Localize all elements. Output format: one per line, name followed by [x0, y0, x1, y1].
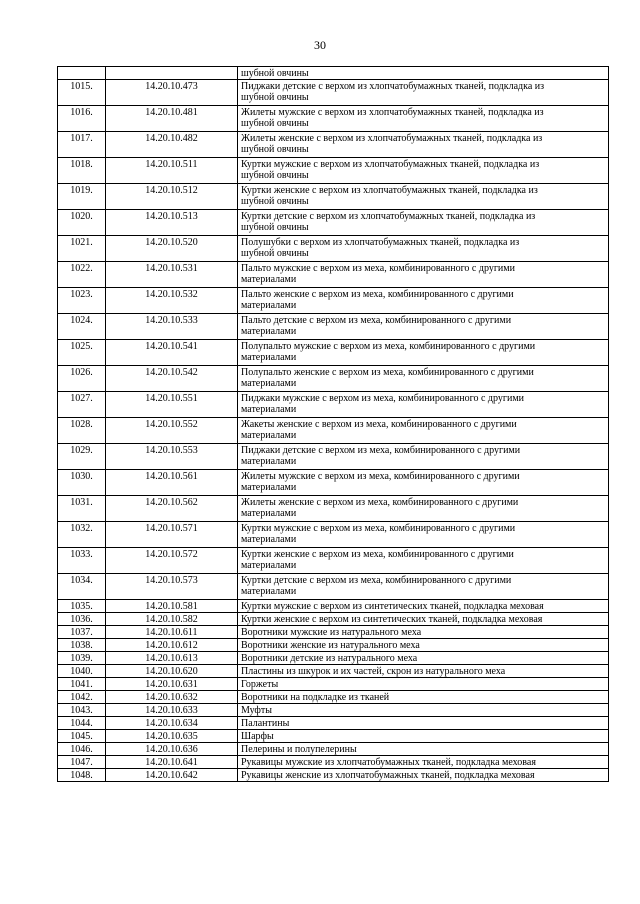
row-code-cell: 14.20.10.533: [106, 314, 238, 340]
row-number-cell: 1039.: [58, 652, 106, 665]
table-row: [58, 678, 609, 691]
row-number-cell: 1032.: [58, 522, 106, 548]
row-description-cell: [238, 756, 609, 769]
description-line: Пальто мужские с верхом из меха, комбинированного с другими: [241, 263, 515, 274]
description-line: Куртки женские с верхом из хлопчатобумажных тканей, подкладка из: [241, 185, 538, 196]
description-line: Куртки мужские с верхом из хлопчатобумажных тканей, подкладка из: [241, 159, 540, 170]
description-line: Воротники детские из натурального меха: [241, 653, 418, 664]
table-body: [58, 67, 609, 782]
row-code-cell: 14.20.10.513: [106, 210, 238, 236]
row-code-cell: 14.20.10.620: [106, 665, 238, 678]
table-row: [58, 340, 609, 366]
row-code-cell: 14.20.10.562: [106, 496, 238, 522]
row-description-cell: [238, 158, 609, 184]
row-description-cell: [238, 691, 609, 704]
description-line: Жакеты женские с верхом из меха, комбинированного с другими: [241, 419, 517, 430]
row-code-cell: 14.20.10.541: [106, 340, 238, 366]
description-line: материалами: [241, 404, 297, 415]
description-line: Воротники женские из натурального меха: [241, 640, 420, 651]
table-row: [58, 314, 609, 340]
row-description-cell: [238, 236, 609, 262]
description-line: Горжеты: [241, 679, 279, 690]
row-description-cell: [238, 470, 609, 496]
row-code-cell: 14.20.10.581: [106, 600, 238, 613]
table-row: [58, 210, 609, 236]
description-line: материалами: [241, 508, 297, 519]
description-line: материалами: [241, 560, 297, 571]
description-line: Рукавицы мужские из хлопчатобумажных тканей, подкладка меховая: [241, 757, 536, 768]
row-description-cell: [238, 743, 609, 756]
table-row: [58, 418, 609, 444]
description-line: Куртки женские с верхом из меха, комбинированного с другими: [241, 549, 514, 560]
row-description-cell: [238, 626, 609, 639]
description-line: шубной овчины: [241, 170, 309, 181]
row-description-cell: [238, 548, 609, 574]
row-number-cell: 1048.: [58, 769, 106, 782]
row-description-cell: [238, 678, 609, 691]
row-description-cell: [238, 613, 609, 626]
row-number-cell: 1041.: [58, 678, 106, 691]
row-description-cell: [238, 652, 609, 665]
description-line: Пальто детские с верхом из меха, комбинированного с другими: [241, 315, 512, 326]
description-line: Полушубки с верхом из хлопчатобумажных тканей, подкладка из: [241, 237, 520, 248]
row-number-cell: 1038.: [58, 639, 106, 652]
row-number-cell: 1022.: [58, 262, 106, 288]
description-line: Куртки детские с верхом из меха, комбинированного с другими: [241, 575, 512, 586]
row-code-cell: 14.20.10.531: [106, 262, 238, 288]
description-line: шубной овчины: [241, 222, 309, 233]
row-number-cell: 1043.: [58, 704, 106, 717]
description-line: Куртки мужские с верхом из меха, комбинированного с другими: [241, 523, 516, 534]
row-code-cell: 14.20.10.612: [106, 639, 238, 652]
table-row: [58, 184, 609, 210]
description-line: материалами: [241, 300, 297, 311]
table-row: [58, 652, 609, 665]
row-description-cell: [238, 132, 609, 158]
row-number-cell: 1016.: [58, 106, 106, 132]
row-code-cell: 14.20.10.632: [106, 691, 238, 704]
row-code-cell: 14.20.10.571: [106, 522, 238, 548]
row-number-cell: 1026.: [58, 366, 106, 392]
row-number-cell: 1027.: [58, 392, 106, 418]
description-line: шубной овчины: [241, 144, 309, 155]
description-line: материалами: [241, 586, 297, 597]
row-number-cell: 1025.: [58, 340, 106, 366]
table-row: [58, 704, 609, 717]
row-code-cell: 14.20.10.482: [106, 132, 238, 158]
row-number-cell: 1036.: [58, 613, 106, 626]
row-code-cell: 14.20.10.542: [106, 366, 238, 392]
description-line: Полупальто мужские с верхом из меха, комбинированного с другими: [241, 341, 536, 352]
description-line: Жилеты женские с верхом из меха, комбинированного с другими: [241, 497, 519, 508]
row-code-cell: 14.20.10.481: [106, 106, 238, 132]
description-line: Куртки детские с верхом из хлопчатобумажных тканей, подкладка из: [241, 211, 536, 222]
row-description-cell: [238, 639, 609, 652]
description-line: Куртки мужские с верхом из синтетических тканей, подкладка меховая: [241, 601, 544, 612]
description-line: Куртки женские с верхом из синтетических тканей, подкладка меховая: [241, 614, 543, 625]
row-description-cell: [238, 106, 609, 132]
description-line: материалами: [241, 456, 297, 467]
description-line: Шарфы: [241, 731, 274, 742]
table-row: [58, 158, 609, 184]
row-number-cell: 1020.: [58, 210, 106, 236]
row-code-cell: 14.20.10.573: [106, 574, 238, 600]
table-row: [58, 600, 609, 613]
description-line: Жилеты мужские с верхом из хлопчатобумажных тканей, подкладка из: [241, 107, 544, 118]
description-line: Жилеты женские с верхом из хлопчатобумажных тканей, подкладка из: [241, 133, 543, 144]
row-code-cell: 14.20.10.611: [106, 626, 238, 639]
row-code-cell: 14.20.10.553: [106, 444, 238, 470]
table-row: [58, 548, 609, 574]
row-description-cell: [238, 496, 609, 522]
description-line: материалами: [241, 534, 297, 545]
row-code-cell: 14.20.10.634: [106, 717, 238, 730]
table-row: [58, 470, 609, 496]
table-row: [58, 717, 609, 730]
row-description-cell: [238, 704, 609, 717]
description-line: Пиджаки детские с верхом из хлопчатобумажных тканей, подкладка из: [241, 81, 545, 92]
description-line: шубной овчины: [241, 196, 309, 207]
row-code-cell: 14.20.10.512: [106, 184, 238, 210]
row-number-cell: 1031.: [58, 496, 106, 522]
row-description-cell: [238, 80, 609, 106]
page-number: 30: [314, 38, 326, 52]
description-line: Пальто женские с верхом из меха, комбинированного с другими: [241, 289, 514, 300]
row-number-cell: 1029.: [58, 444, 106, 470]
description-line: Пиджаки детские с верхом из меха, комбинированного с другими: [241, 445, 521, 456]
product-code-table: [57, 66, 609, 782]
row-number-cell: [58, 67, 106, 80]
row-description-cell: [238, 665, 609, 678]
description-line: материалами: [241, 430, 297, 441]
table-row: [58, 665, 609, 678]
row-number-cell: 1040.: [58, 665, 106, 678]
table-row: [58, 80, 609, 106]
row-number-cell: 1023.: [58, 288, 106, 314]
row-number-cell: 1030.: [58, 470, 106, 496]
table-row: [58, 366, 609, 392]
description-line: Воротники на подкладке из тканей: [241, 692, 390, 703]
row-code-cell: 14.20.10.532: [106, 288, 238, 314]
description-line: Пластины из шкурок и их частей, скрон из натурального меха: [241, 666, 506, 677]
row-code-cell: 14.20.10.511: [106, 158, 238, 184]
row-number-cell: 1044.: [58, 717, 106, 730]
row-code-cell: 14.20.10.520: [106, 236, 238, 262]
description-line: шубной овчины: [241, 248, 309, 259]
row-code-cell: 14.20.10.561: [106, 470, 238, 496]
row-code-cell: 14.20.10.642: [106, 769, 238, 782]
row-number-cell: 1024.: [58, 314, 106, 340]
row-description-cell: [238, 769, 609, 782]
row-code-cell: [106, 67, 238, 80]
table-row: [58, 106, 609, 132]
description-line: шубной овчины: [241, 68, 309, 79]
row-code-cell: 14.20.10.635: [106, 730, 238, 743]
table-row: [58, 496, 609, 522]
description-line: Пелерины и полупелерины: [241, 744, 357, 755]
row-description-cell: [238, 366, 609, 392]
description-line: Палантины: [241, 718, 290, 729]
row-code-cell: 14.20.10.633: [106, 704, 238, 717]
row-number-cell: 1037.: [58, 626, 106, 639]
table-row: [58, 288, 609, 314]
table-row: [58, 574, 609, 600]
row-description-cell: [238, 340, 609, 366]
row-description-cell: [238, 574, 609, 600]
table-row: [58, 613, 609, 626]
row-number-cell: 1045.: [58, 730, 106, 743]
row-code-cell: 14.20.10.551: [106, 392, 238, 418]
table-row: [58, 392, 609, 418]
row-number-cell: 1021.: [58, 236, 106, 262]
row-number-cell: 1018.: [58, 158, 106, 184]
description-line: материалами: [241, 326, 297, 337]
description-line: Пиджаки мужские с верхом из меха, комбинированного с другими: [241, 393, 525, 404]
row-code-cell: 14.20.10.473: [106, 80, 238, 106]
table-row: [58, 262, 609, 288]
description-line: шубной овчины: [241, 92, 309, 103]
table-row: [58, 236, 609, 262]
row-code-cell: 14.20.10.582: [106, 613, 238, 626]
row-number-cell: 1042.: [58, 691, 106, 704]
description-line: материалами: [241, 378, 297, 389]
row-description-cell: [238, 184, 609, 210]
row-description-cell: [238, 522, 609, 548]
table-row: [58, 626, 609, 639]
table-row: [58, 639, 609, 652]
row-description-cell: [238, 314, 609, 340]
row-code-cell: 14.20.10.613: [106, 652, 238, 665]
row-number-cell: 1047.: [58, 756, 106, 769]
table-row-continued: [58, 67, 609, 80]
row-number-cell: 1033.: [58, 548, 106, 574]
row-code-cell: 14.20.10.636: [106, 743, 238, 756]
row-code-cell: 14.20.10.572: [106, 548, 238, 574]
description-line: Полупальто женские с верхом из меха, комбинированного с другими: [241, 367, 534, 378]
table-row: [58, 132, 609, 158]
description-line: материалами: [241, 352, 297, 363]
row-code-cell: 14.20.10.552: [106, 418, 238, 444]
description-line: Рукавицы женские из хлопчатобумажных тканей, подкладка меховая: [241, 770, 535, 781]
table-row: [58, 444, 609, 470]
description-line: Жилеты мужские с верхом из меха, комбинированного с другими: [241, 471, 520, 482]
description-line: материалами: [241, 482, 297, 493]
row-number-cell: 1017.: [58, 132, 106, 158]
description-line: материалами: [241, 274, 297, 285]
table-row: [58, 730, 609, 743]
row-description-cell: [238, 730, 609, 743]
table-row: [58, 743, 609, 756]
description-line: Муфты: [241, 705, 272, 716]
row-description-cell: [238, 262, 609, 288]
row-description-cell: [238, 444, 609, 470]
row-number-cell: 1035.: [58, 600, 106, 613]
table-row: [58, 756, 609, 769]
table-row: [58, 691, 609, 704]
row-number-cell: 1028.: [58, 418, 106, 444]
row-code-cell: 14.20.10.631: [106, 678, 238, 691]
description-line: Воротники мужские из натурального меха: [241, 627, 422, 638]
row-description-cell: [238, 717, 609, 730]
table-row: [58, 522, 609, 548]
row-code-cell: 14.20.10.641: [106, 756, 238, 769]
row-description-cell: [238, 600, 609, 613]
row-description-cell: [238, 392, 609, 418]
row-description-cell: [238, 67, 609, 80]
table-row: [58, 769, 609, 782]
row-number-cell: 1015.: [58, 80, 106, 106]
row-description-cell: [238, 418, 609, 444]
row-description-cell: [238, 288, 609, 314]
row-number-cell: 1046.: [58, 743, 106, 756]
row-number-cell: 1019.: [58, 184, 106, 210]
row-number-cell: 1034.: [58, 574, 106, 600]
row-description-cell: [238, 210, 609, 236]
description-line: шубной овчины: [241, 118, 309, 129]
